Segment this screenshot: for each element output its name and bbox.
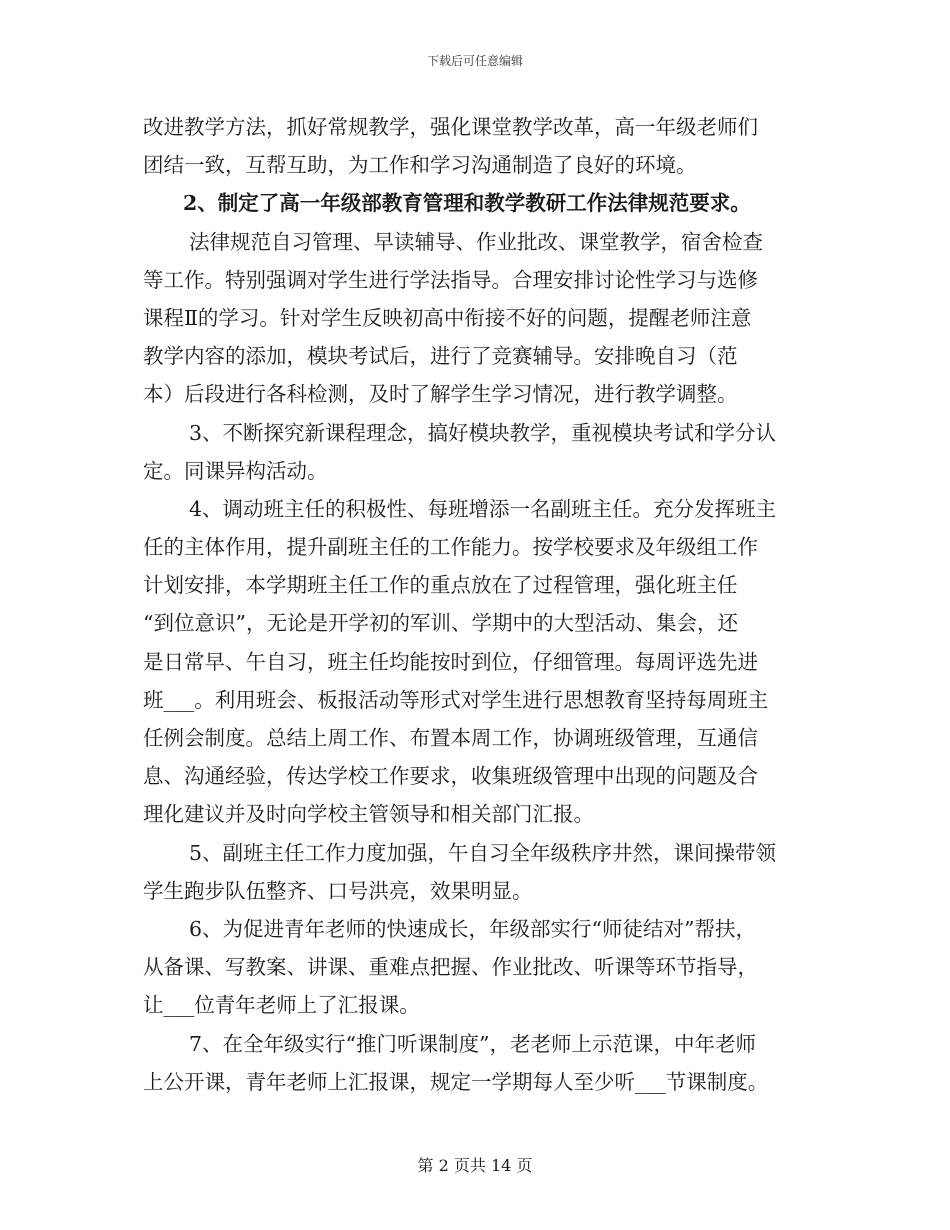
- text-line: 团结一致，互帮互助，为工作和学习沟通制造了良好的环境。: [143, 153, 697, 178]
- text-line: 本）后段进行各科检测，及时了解学生学习情况，进行教学调整。: [143, 382, 738, 407]
- text-line: 法律规范自习管理、早读辅导、作业批改、课堂教学，宿舍检查: [189, 229, 763, 254]
- text-line: 课程Ⅱ的学习。针对学生反映初高中衔接不好的问题，提醒老师注意: [143, 305, 752, 330]
- text-line: 上公开课，青年老师上汇报课，规定一学期每人至少听___节课制度。: [143, 1069, 769, 1094]
- page-header: 下载后可任意编辑: [426, 54, 523, 68]
- text-line: 4、调动班主任的积极性、每班增添一名副班主任。充分发挥班主: [189, 496, 777, 521]
- text-line: 定。同课异构活动。: [143, 458, 328, 483]
- text-line: 是日常早、午自习，班主任均能按时到位，仔细管理。每周评选先进: [143, 649, 758, 674]
- text-line: “到位意识”，无论是开学初的军训、学期中的大型活动、集会，还: [143, 611, 738, 636]
- text-line: 等工作。特别强调对学生进行学法指导。合理安排讨论性学习与选修: [143, 267, 758, 292]
- text-line: 任的主体作用，提升副班主任的工作能力。按学校要求及年级组工作: [143, 535, 758, 560]
- text-line: 计划安排，本学期班主任工作的重点放在了过程管理，强化班主任: [143, 573, 738, 598]
- text-line: 从备课、写教案、讲课、重难点把握、作业批改、听课等环节指导，: [143, 955, 758, 980]
- text-line: 息、沟通经验，传达学校工作要求，收集班级管理中出现的问题及合: [143, 764, 758, 789]
- text-line: 改进教学方法，抓好常规教学，强化课堂教学改革，高一年级老师们: [143, 115, 758, 139]
- text-line: 6、为促进青年老师的快速成长，年级部实行“师徒结对”帮扶，: [189, 916, 757, 941]
- text-line: 学生跑步队伍整齐、口号洪亮，效果明显。: [143, 878, 533, 903]
- text-line: 5、副班主任工作力度加强，午自习全年级秩序井然，课间操带领: [189, 840, 777, 865]
- text-line: 7、在全年级实行“推门听课制度”，老老师上示范课，中年老师: [189, 1031, 757, 1056]
- page-number: 第 2 页共 14 页: [417, 1156, 533, 1175]
- text-line: 任例会制度。总结上周工作、布置本周工作，协调班级管理，互通信: [143, 726, 758, 750]
- document-body: [143, 108, 808, 1101]
- text-line: 理化建议并及时向学校主管领导和相关部门汇报。: [143, 802, 594, 827]
- text-line: 教学内容的添加，模块考试后，进行了竞赛辅导。安排晚自习（范: [143, 344, 738, 369]
- text-line: 3、不断探究新课程理念，搞好模块教学，重视模块考试和学分认: [189, 420, 777, 445]
- text-line: 班___。利用班会、板报活动等形式对学生进行思想教育坚持每周班主: [143, 687, 769, 712]
- text-line: 让___位青年老师上了汇报课。: [143, 993, 420, 1018]
- section-heading: 2、制定了高一年级部教育管理和教学教研工作法律规范要求。: [183, 191, 751, 216]
